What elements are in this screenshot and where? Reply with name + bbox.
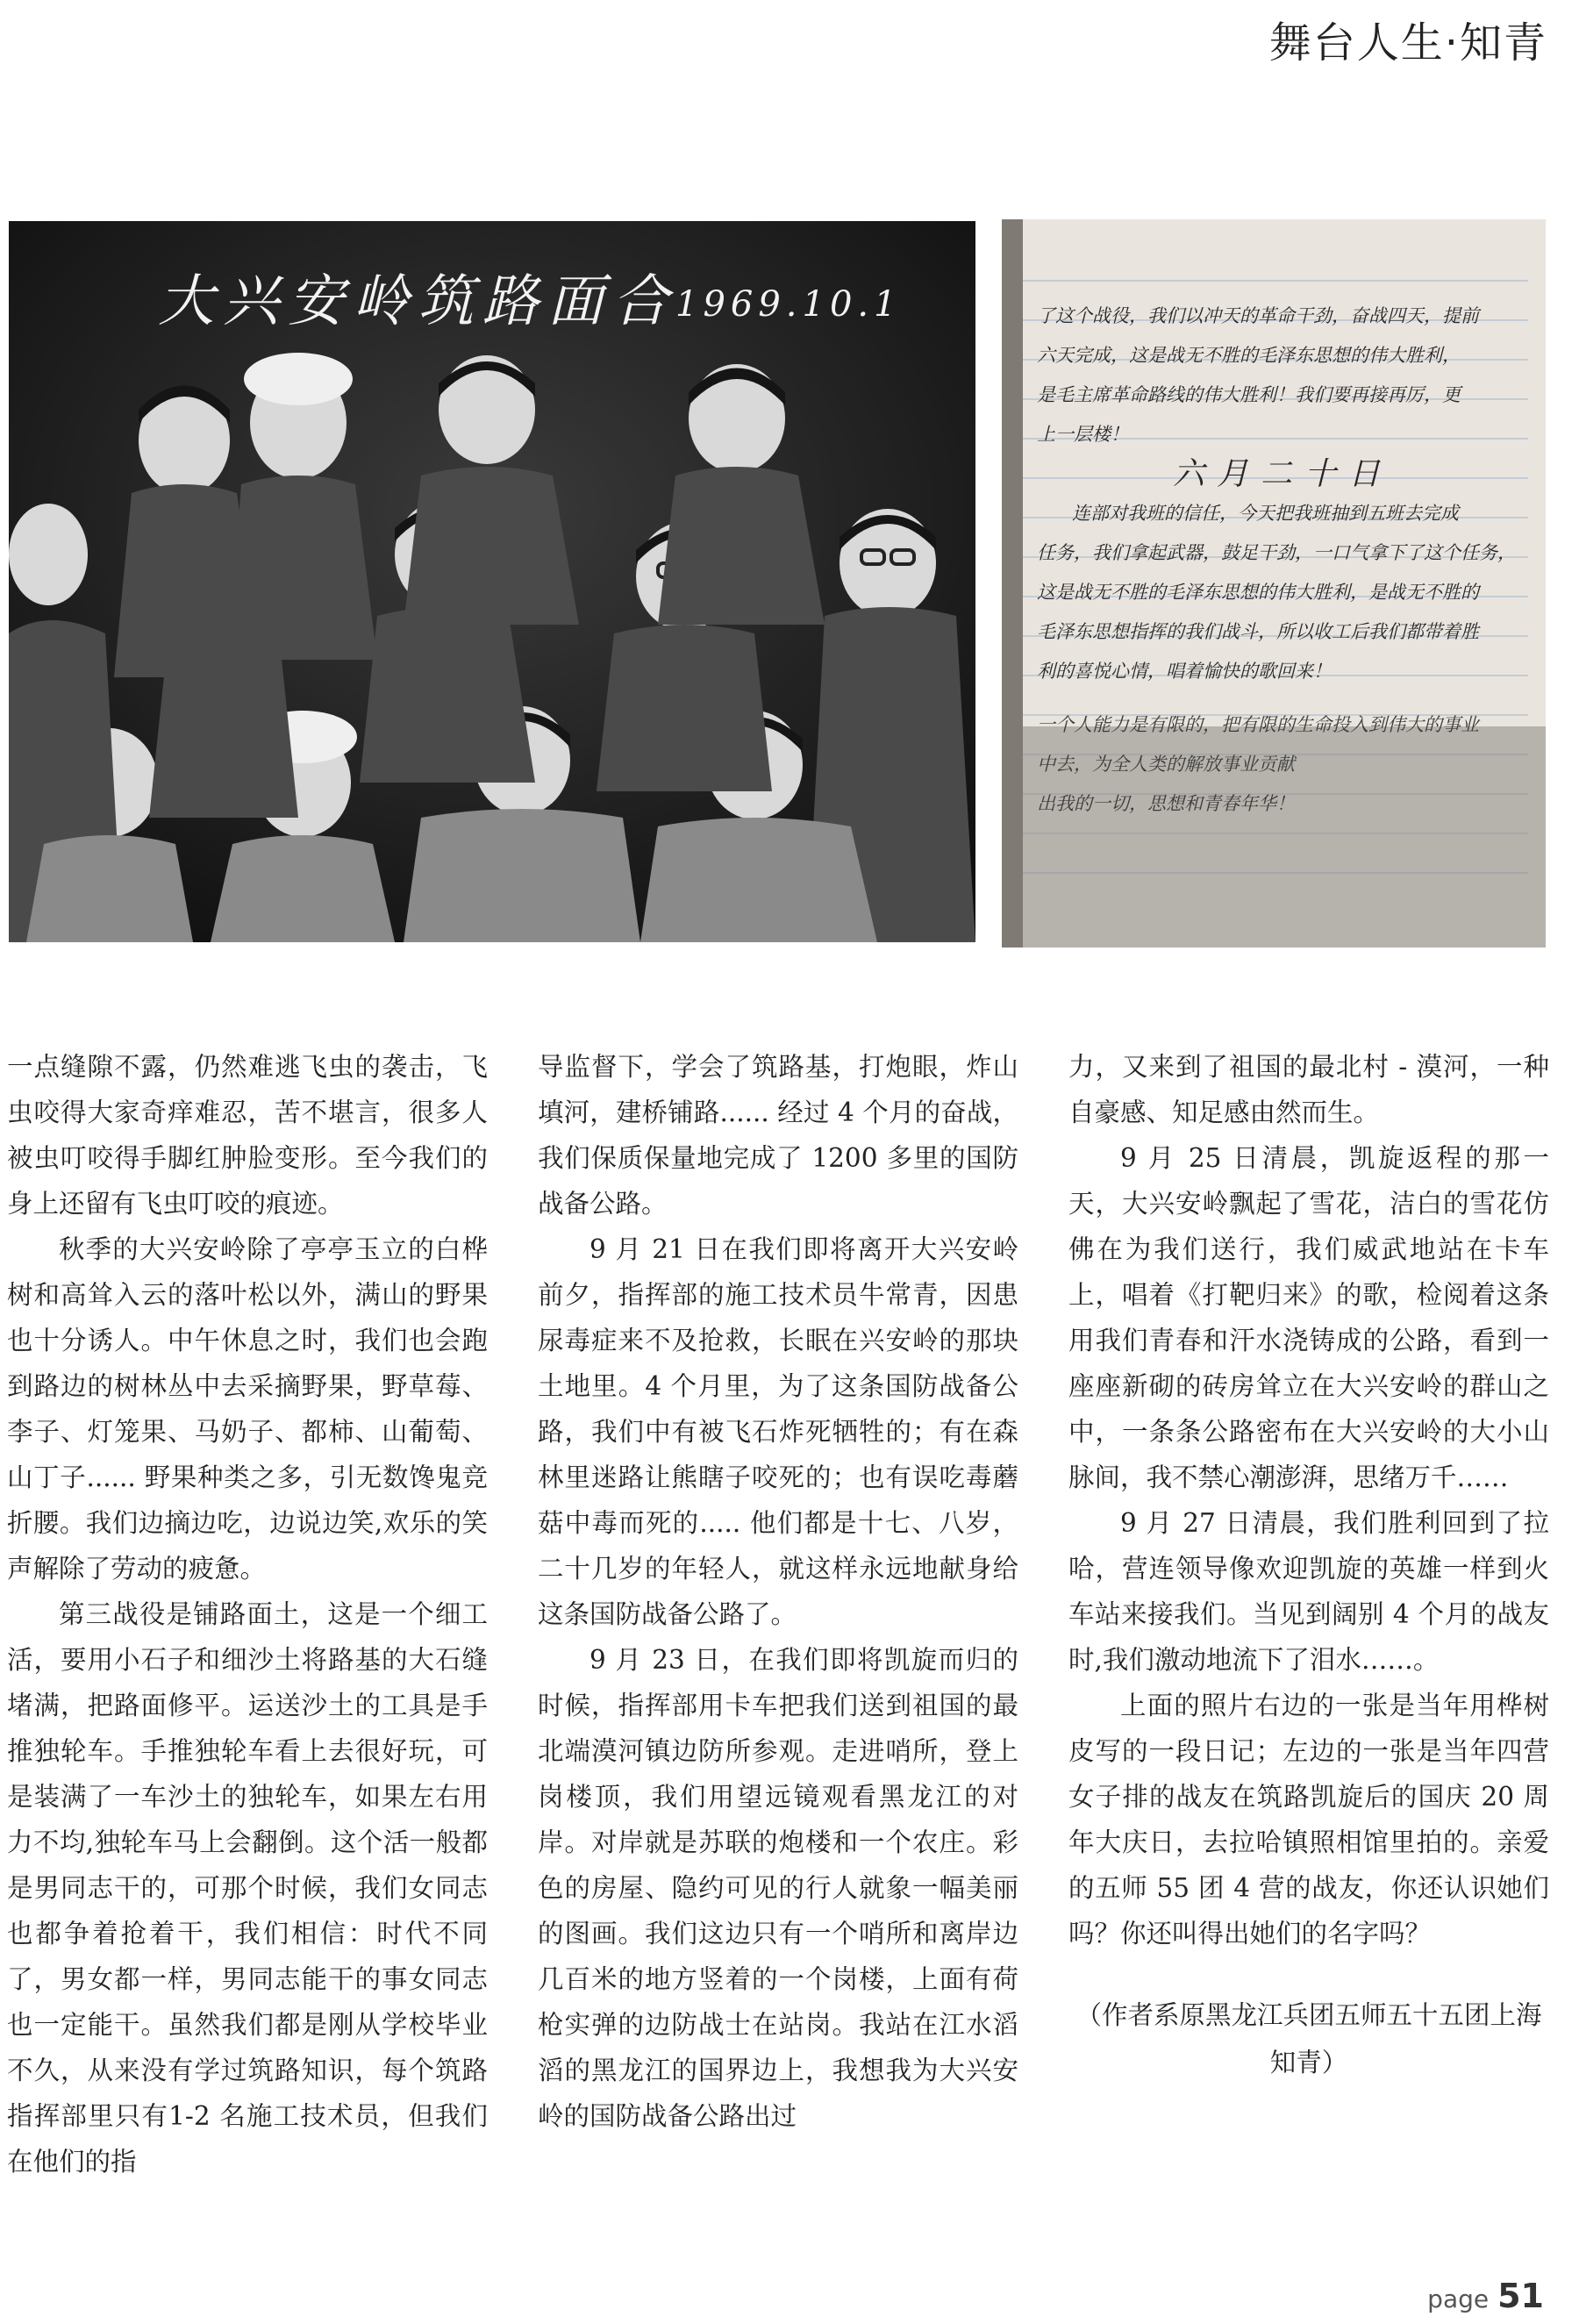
article-column-3 <box>1068 1044 1549 2086</box>
paragraph: 秋季的大兴安岭除了亭亭玉立的白桦树和高耸入云的落叶松以外，满山的野果也十分诱人。中午休息之时，我们也会跑到路边的树林丛中去采摘野果，野草莓、李子、灯笼果、马奶子、都柿、山葡萄、山丁子...... 野果种类之多，引无数馋鬼竞折腰。我们边摘边吃，边说边笑,欢乐的笑声解除了劳动的疲惫。 <box>7 1234 488 1584</box>
diary-photo <box>1002 219 1546 947</box>
photo-handwritten-date: 1969.10.1 <box>675 284 902 325</box>
paragraph: 9 月 25 日清晨，凯旋返程的那一天，大兴安岭飘起了雪花，洁白的雪花仿佛在为我们送行，我们威武地站在卡车上，唱着《打靶归来》的歌，检阅着这条用我们青春和汗水浇铸成的公路，看到一座座新砌的砖房耸立在大兴安岭的群山之中，一条条公路密布在大兴安岭的大小山脉间，我不禁心潮澎湃，思绪万千…… <box>1068 1143 1549 1492</box>
group-photo <box>9 221 975 942</box>
page-number <box>1427 2277 1544 2315</box>
paragraph: 9 月 27 日清晨，我们胜利回到了拉哈，营连领导像欢迎凯旋的英雄一样到火车站来接我们。当见到阔别 4 个月的战友时,我们激动地流下了泪水……。 <box>1068 1508 1549 1675</box>
diary-line: 是毛主席革命路线的伟大胜利！我们要再接再厉，更 <box>1037 384 1461 405</box>
diary-line: 这是战无不胜的毛泽东思想的伟大胜利，是战无不胜的 <box>1037 582 1479 603</box>
photo-handwritten-caption: 大兴安岭筑路面合 <box>158 269 677 334</box>
article-column-1 <box>7 1044 488 2185</box>
diary-line: 中去，为全人类的解放事业贡献 <box>1037 754 1295 775</box>
diary-line: 上一层楼！ <box>1037 424 1129 445</box>
paragraph: 9 月 21 日在我们即将离开大兴安岭前夕，指挥部的施工技术员牛常青，因患尿毒症来不及抢救，长眠在兴安岭的那块土地里。4 个月里，为了这条国防战备公路，我们中有被飞石炸死牺牲的；有在森林里迷路让熊瞎子咬死的；也有误吃毒蘑菇中毒而死的..... 他们都是十七、八岁，二十几岁的年轻人，就这样永远地献身给这条国防战备公路了。 <box>538 1234 1018 1629</box>
diary-line: 一个人能力是有限的，把有限的生命投入到伟大的事业 <box>1037 714 1479 735</box>
diary-line: 出我的一切，思想和青春年华！ <box>1037 793 1295 814</box>
diary-line: 六天完成，这是战无不胜的毛泽东思想的伟大胜利， <box>1037 345 1461 366</box>
diary-line: 连部对我班的信任，今天把我班抽到五班去完成 <box>1072 503 1459 524</box>
article-column-2 <box>538 1044 1018 2139</box>
diary-text <box>1037 297 1528 824</box>
author-byline: （作者系原黑龙江兵团五师五十五团上海知青） <box>1075 2000 1542 2077</box>
page-number-value: 51 <box>1497 2277 1544 2315</box>
paragraph: 9 月 23 日，在我们即将凯旋而归的时候，指挥部用卡车把我们送到祖国的最北端漠河镇边防所参观。走进哨所，登上岗楼顶，我们用望远镜观看黑龙江的对岸。对岸就是苏联的炮楼和一个农庄。彩色的房屋、隐约可见的行人就象一幅美丽的图画。我们这边只有一个哨所和离岸边几百米的地方竖着的一个岗楼，上面有荷枪实弹的边防战士在站岗。我站在江水滔滔的黑龙江的国界边上，我想我为大兴安岭的国防战备公路出过 <box>538 1645 1018 2131</box>
paragraph: 一点缝隙不露，仍然难逃飞虫的袭击，飞虫咬得大家奇痒难忍，苦不堪言，很多人被虫叮咬得手脚红肿脸变形。至今我们的身上还留有飞虫叮咬的痕迹。 <box>7 1052 488 1219</box>
section-title: 舞台人生·知青 <box>1268 18 1547 68</box>
paragraph: 导监督下，学会了筑路基，打炮眼，炸山填河，建桥铺路...... 经过 4 个月的奋战，我们保质保量地完成了 1200 多里的国防战备公路。 <box>538 1052 1018 1219</box>
paragraph: 上面的照片右边的一张是当年用桦树皮写的一段日记；左边的一张是当年四营女子排的战友在筑路凯旋后的国庆 20 周年大庆日，去拉哈镇照相馆里拍的。亲爱的五师 55 团 4 营的战友，你还认识她们吗？你还叫得出她们的名字吗？ <box>1068 1691 1549 1949</box>
diary-line: 利的喜悦心情，唱着愉快的歌回来！ <box>1037 661 1332 682</box>
paragraph: 力，又来到了祖国的最北村 - 漠河，一种自豪感、知足感由然而生。 <box>1068 1052 1549 1127</box>
page-label: page <box>1427 2285 1490 2313</box>
diary-heading: 六月二十日 <box>1172 456 1392 492</box>
diary-line: 毛泽东思想指挥的我们战斗，所以收工后我们都带着胜 <box>1037 621 1479 642</box>
diary-line: 任务，我们拿起武器，鼓足干劲，一口气拿下了这个任务， <box>1037 542 1516 563</box>
diary-line: 了这个战役，我们以冲天的革命干劲，奋战四天，提前 <box>1037 305 1479 326</box>
paragraph: 第三战役是铺路面土，这是一个细工活，要用小石子和细沙土将路基的大石缝堵满，把路面修平。运送沙土的工具是手推独轮车。手推独轮车看上去很好玩，可是装满了一车沙土的独轮车，如果左右用力不均,独轮车马上会翻倒。这个活一般都是男同志干的，可那个时候，我们女同志也都争着抢着干，我们相信：时代不同了，男女都一样，男同志能干的事女同志也一定能干。虽然我们都是刚从学校毕业不久，从来没有学过筑路知识，每个筑路指挥部里只有1-2 名施工技术员，但我们在他们的指 <box>7 1599 488 2177</box>
